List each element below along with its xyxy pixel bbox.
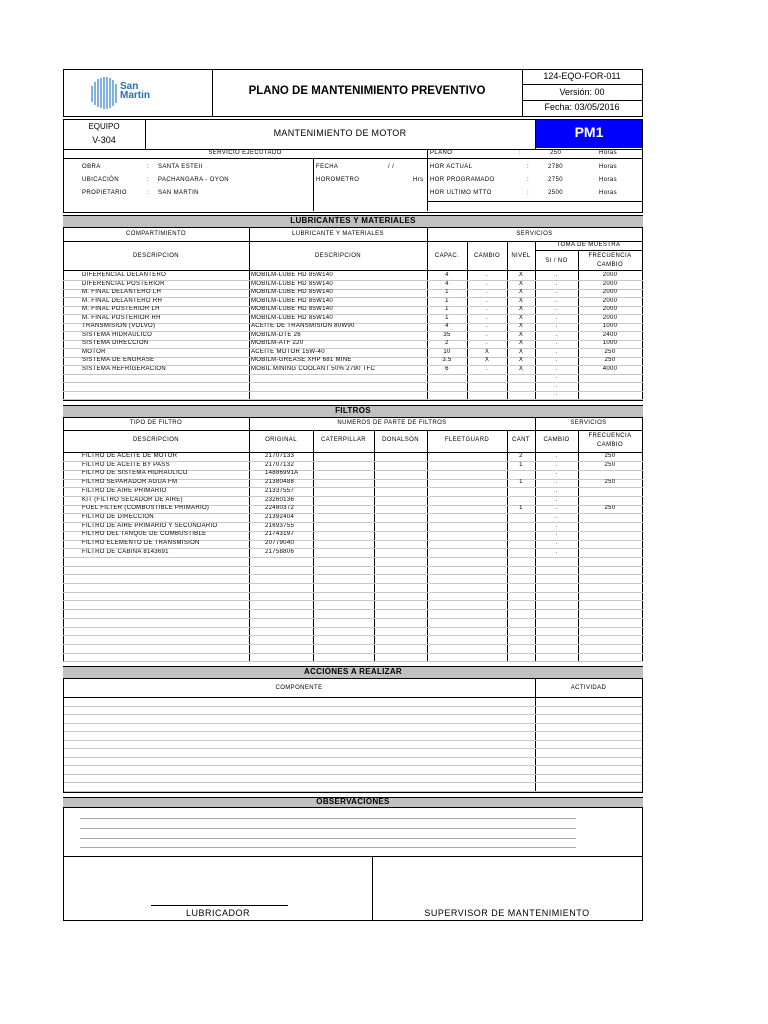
capac-cell: 2 — [445, 340, 449, 346]
row-divider — [64, 774, 642, 775]
nivel-cell: X — [518, 365, 524, 372]
lubricante-cell: MOBILM-DTE 26 — [251, 331, 301, 338]
frecuencia-cell: 2000 — [602, 280, 618, 287]
cambio-cell: . — [486, 331, 488, 338]
lubricante-cell: ACEITE MOTOR 15W-40 — [251, 348, 325, 355]
col-servicios-filtro: SERVICIOS — [570, 420, 607, 426]
cambio-cell: . — [486, 306, 488, 312]
filtro-descripcion-cell: FILTRO DEL TANQUE DE COMBUSTIBLE — [82, 531, 207, 538]
lubricante-cell: MOBILM-LUBE HD 85W140 — [251, 306, 333, 312]
filtro-descripcion-cell: KIT (FILTRO SECADOR DE AIRE) — [82, 496, 183, 503]
nivel-cell: X — [518, 272, 524, 278]
original-cell: 21707132 — [265, 461, 295, 468]
row-divider — [63, 627, 643, 628]
col-actividad: ACTIVIDAD — [570, 685, 607, 691]
si-no-cell: . — [555, 391, 558, 397]
nivel-cell: X — [518, 314, 524, 321]
equipo-label: EQUIPO — [88, 122, 120, 131]
plano-label: PLANO — [430, 150, 453, 156]
col-compartimiento: COMPARTIMIENTO — [126, 231, 186, 237]
col-caterpillar: CATERPILLAR — [321, 437, 366, 443]
row-divider — [64, 791, 642, 792]
cambio-cell: . — [555, 461, 558, 468]
col-tipo-filtro: TIPO DE FILTRO — [129, 420, 183, 426]
filtros-title: FILTROS — [63, 405, 643, 418]
row-divider — [63, 583, 643, 584]
form-version: Versión: 00 — [559, 87, 605, 97]
compartimiento-cell: DIFERENCIAL DELANTERO — [82, 272, 167, 278]
si-no-cell: . — [555, 323, 558, 329]
obra-value: SANTA ESTEII — [158, 164, 203, 170]
col-servicios: SERVICIOS — [516, 231, 553, 237]
colon: : — [147, 164, 150, 170]
col-capac: CAPAC. — [434, 253, 460, 259]
compartimiento-cell: MOTOR — [82, 348, 106, 355]
col-original: ORIGINAL — [265, 437, 297, 443]
frecuencia-cell: 2000 — [602, 289, 618, 295]
cambio-cell: . — [486, 314, 488, 321]
hor-actual-value: 2780 — [548, 164, 563, 170]
colon: : — [527, 177, 530, 183]
frecuencia-cell: 2000 — [602, 306, 618, 312]
col-descripcion-lub: DESCRIPCION — [314, 253, 362, 259]
col-nivel: NIVEL — [511, 253, 531, 259]
horas-unit: Horas — [599, 164, 618, 170]
original-cell: 20779040 — [265, 540, 295, 546]
propietario-label: PROPIETARIO — [82, 190, 127, 196]
original-cell: 21707133 — [265, 453, 295, 459]
frecuencia-cell: 250 — [604, 348, 616, 355]
cambio-cell: . — [555, 505, 558, 512]
row-divider — [63, 592, 643, 593]
row-divider — [64, 748, 642, 749]
capac-cell: 35 — [443, 331, 451, 338]
row-divider — [63, 661, 643, 662]
frecuencia-cell: 2000 — [602, 272, 618, 278]
cambio-cell: . — [486, 365, 488, 372]
colon: : — [527, 164, 530, 170]
original-cell: 21392404 — [265, 513, 295, 520]
compartimiento-cell: TRANSMISION (VOLVO) — [82, 323, 156, 329]
col-componente: COMPONENTE — [275, 685, 323, 691]
lubricante-cell: MOBILM-GREASE XHP 681 MINE — [251, 357, 352, 363]
supervisor-label: SUPERVISOR DE MANTENIMIENTO — [424, 908, 590, 918]
capac-cell: 1 — [445, 306, 449, 312]
filtros-rows — [63, 453, 643, 661]
si-no-cell: . — [555, 314, 558, 321]
capac-cell: 6 — [445, 365, 449, 372]
hor-actual-label: HOR ACTUAL — [430, 164, 473, 170]
colon: : — [519, 150, 522, 156]
col-descripcion: DESCRIPCION — [132, 253, 180, 259]
col-frecuencia-filtro: FRECUENCIA — [588, 433, 632, 439]
si-no-cell: . — [555, 289, 558, 295]
row-divider — [64, 706, 642, 707]
cant-cell: 2 — [519, 453, 523, 459]
nivel-cell: X — [518, 348, 524, 355]
colon: : — [527, 190, 530, 196]
nivel-cell: X — [518, 280, 524, 287]
plano-value: 250 — [550, 150, 562, 156]
lubricantes-rows — [63, 272, 643, 400]
acciones-title: ACCIONES A REALIZAR — [63, 666, 643, 679]
original-cell: 21743197 — [265, 531, 295, 538]
filtro-descripcion-cell: FILTRO ELEMENTO DE TRANSMISION — [82, 540, 200, 546]
row-divider — [63, 635, 643, 636]
nivel-cell: X — [518, 297, 524, 304]
compartimiento-cell: SISTEMA REFRIGERACION — [82, 365, 166, 372]
horas-unit: Horas — [599, 190, 618, 196]
compartimiento-cell: M. FINAL POSTERIOR LH — [82, 306, 160, 312]
si-no-cell: . — [555, 365, 558, 372]
si-no-cell: . — [555, 340, 558, 346]
cant-cell: 1 — [519, 461, 523, 468]
lubricante-cell: ACEITE DE TRANSMISION 80W90 — [251, 323, 355, 329]
nivel-cell: X — [518, 331, 524, 338]
row-divider — [63, 557, 643, 558]
cambio-cell: . — [486, 272, 488, 278]
col-donalson: DONALSON — [382, 437, 419, 443]
compartimiento-cell: M. FINAL DELANTERO RH — [82, 297, 163, 304]
cambio-cell: . — [486, 323, 488, 329]
signature-line-lubricador[interactable] — [151, 905, 288, 906]
capac-cell: 10 — [443, 348, 451, 355]
cambio-cell: . — [555, 522, 558, 529]
frecuencia-cell: 250 — [604, 479, 616, 486]
row-divider — [63, 618, 643, 619]
cambio-cell: . — [486, 280, 488, 287]
observaciones-title: OBSERVACIONES — [63, 797, 643, 808]
cambio-cell: . — [555, 540, 558, 546]
logo-text-martin: Martin — [120, 90, 150, 101]
servicio-ejecutado: SERVICIO EJECUTADO — [208, 150, 282, 156]
hor-programado-label: HOR PROGRAMADO — [430, 177, 495, 183]
original-cell: 21758806 — [265, 548, 295, 555]
cambio-cell: . — [555, 531, 558, 538]
logo-text-san: San — [120, 81, 139, 92]
col-toma-muestra: TOMA DE MUESTRA — [556, 242, 621, 248]
colon: : — [147, 177, 150, 183]
compartimiento-cell: SISTEMA DE ENGRASE — [82, 357, 155, 363]
compartimiento-cell: DIFERENCIAL POSTERIOR — [82, 280, 165, 287]
row-divider — [63, 653, 643, 654]
row-divider — [63, 574, 643, 575]
col-frecuencia-cambio-filtro: CAMBIO — [596, 442, 624, 448]
cant-cell: 1 — [519, 479, 523, 486]
filtro-descripcion-cell: FILTRO DE AIRE PRIMARIO — [82, 487, 167, 494]
cambio-cell: . — [555, 513, 558, 520]
capac-cell: 4 — [445, 280, 449, 287]
lubricante-cell: MOBILM-LUBE HD 85W140 — [251, 314, 333, 321]
row-divider — [63, 399, 643, 400]
cambio-cell: . — [486, 289, 488, 295]
logo-mark-icon — [88, 74, 124, 112]
lubricante-cell: MOBILM-LUBE HD 85W140 — [251, 280, 333, 287]
row-divider — [64, 714, 642, 715]
equipo-value: V-304 — [92, 135, 116, 145]
filtro-descripcion-cell: FILTRO DE ACEITE DE MOTOR — [82, 453, 178, 459]
propietario-value: SAN MARTIN — [158, 190, 199, 196]
si-no-cell: . — [555, 280, 558, 287]
cambio-cell: . — [486, 297, 488, 304]
original-cell: 23260136 — [265, 496, 295, 503]
col-cambio: CAMBIO — [473, 253, 501, 259]
col-cant: CANT — [512, 437, 530, 443]
col-numeros-parte: NUMEROS DE PARTE DE FILTROS — [337, 420, 447, 426]
row-divider — [64, 782, 642, 783]
si-no-cell: . — [555, 297, 558, 304]
frecuencia-cell: 2000 — [602, 314, 618, 321]
filtro-descripcion-cell: FILTRO SEPARADOR AGUA FM — [82, 479, 178, 486]
nivel-cell: X — [518, 289, 524, 295]
original-cell: 21380488 — [265, 479, 295, 486]
row-divider — [63, 644, 643, 645]
si-no-cell: . — [555, 374, 558, 380]
cant-cell: 1 — [519, 505, 523, 512]
observaciones-section — [63, 797, 643, 921]
capac-cell: 3.5 — [442, 357, 452, 363]
capac-cell: 1 — [445, 289, 449, 295]
horas-unit: Horas — [599, 177, 618, 183]
frecuencia-cell: 4000 — [602, 365, 618, 372]
row-divider — [64, 765, 642, 766]
nivel-cell: X — [518, 323, 524, 329]
cambio-cell: X — [484, 348, 490, 355]
ubicacion-value: PACHANGARA - OYON — [158, 177, 230, 183]
form-title: PLANO DE MANTENIMIENTO PREVENTIVO — [248, 85, 486, 97]
si-no-cell: . — [555, 331, 558, 338]
col-fleetguard: FLEETGUARD — [444, 437, 490, 443]
form-date: Fecha: 03/05/2016 — [544, 102, 620, 112]
row-divider — [64, 723, 642, 724]
col-lubricante: LUBRICANTE Y MATERIALES — [292, 231, 384, 237]
frecuencia-cell: 250 — [604, 505, 616, 512]
fecha-label: FECHA — [316, 164, 339, 170]
si-no-cell: . — [555, 348, 558, 355]
cambio-cell: . — [555, 487, 558, 494]
horometro-unit: Hrs — [413, 177, 424, 183]
service-title: MANTENIMIENTO DE MOTOR — [273, 128, 407, 138]
compartimiento-cell: M. FINAL DELANTERO LH — [82, 289, 162, 295]
frecuencia-cell: 2000 — [602, 297, 618, 304]
cambio-cell: . — [555, 479, 558, 486]
horas-unit: Horas — [599, 150, 618, 156]
row-divider — [64, 757, 642, 758]
original-cell: 21337557 — [265, 487, 295, 494]
cambio-cell: . — [486, 340, 488, 346]
capac-cell: 4 — [445, 272, 449, 278]
capac-cell: 1 — [445, 314, 449, 321]
colon: : — [147, 190, 150, 196]
lubricante-cell: MOBILM-LUBE HD 85W140 — [251, 272, 333, 278]
compartimiento-cell: SISTEMA DIRECCION — [82, 340, 149, 346]
capac-cell: 4 — [445, 323, 449, 329]
obra-label: OBRA — [82, 164, 101, 170]
cambio-cell: . — [555, 453, 558, 459]
filtro-descripcion-cell: FILTRO DE CABINA 8143691 — [82, 548, 169, 555]
hor-ultimo-label: HOR ULTIMO MTTO — [430, 190, 492, 196]
original-cell: 22480372 — [265, 505, 295, 512]
row-divider — [64, 731, 642, 732]
si-no-cell: . — [555, 382, 558, 389]
frecuencia-cell: 1000 — [602, 323, 618, 329]
col-frecuencia-cambio: CAMBIO — [596, 262, 624, 268]
col-si-no: SI / NO — [545, 258, 568, 264]
frecuencia-cell: 250 — [604, 357, 616, 363]
ubicacion-label: UBICACIÓN — [82, 177, 119, 183]
si-no-cell: . — [555, 272, 558, 278]
filtro-descripcion-cell: FILTRO DE AIRE PRIMARIO Y SECUNDARIO — [82, 522, 218, 529]
nivel-cell: X — [518, 357, 524, 363]
compartimiento-cell: SISTEMA HIDRAULICO — [82, 331, 153, 338]
col-frecuencia: FRECUENCIA — [588, 253, 632, 259]
frecuencia-cell: 250 — [604, 461, 616, 468]
compartimiento-cell: M. FINAL POSTERIOR RH — [82, 314, 161, 321]
capac-cell: 1 — [445, 297, 449, 304]
row-divider — [63, 609, 643, 610]
lubricante-cell: MOBILM-ATF 220 — [251, 340, 304, 346]
fecha-field[interactable]: / / — [388, 164, 395, 170]
lubricantes-title: LUBRICANTES Y MATERIALES — [63, 215, 643, 228]
cambio-cell: X — [484, 357, 490, 363]
si-no-cell: . — [555, 306, 558, 312]
lubricador-label: LUBRICADOR — [185, 908, 250, 918]
filtro-descripcion-cell: FILTRO DE DIRECCION — [82, 513, 154, 520]
lubricante-cell: MOBILM-LUBE HD 85W140 — [251, 289, 333, 295]
lubricante-cell: MOBILM-LUBE HD 85W140 — [251, 297, 333, 304]
cambio-cell: . — [555, 548, 558, 555]
filtro-descripcion-cell: FUEL FILTER (COMBUSTIBLE PRIMARIO) — [82, 505, 210, 512]
hor-programado-value: 2750 — [548, 177, 563, 183]
nivel-cell: X — [518, 306, 524, 312]
lubricante-cell: MOBIL MINING COOLANT 50% 2790 TFC — [251, 365, 376, 372]
col-cambio-filtro: CAMBIO — [543, 437, 570, 443]
row-divider — [63, 600, 643, 601]
frecuencia-cell: 250 — [604, 453, 616, 459]
form-code: 124-EQO-FOR-011 — [543, 71, 621, 81]
row-divider — [64, 740, 642, 741]
horometro-label: HOROMETRO — [316, 177, 360, 183]
filtro-descripcion-cell: FILTRO DE ACEITE BY PASS — [82, 461, 170, 468]
col-descripcion-filtro: DESCRIPCION — [132, 437, 180, 443]
cambio-cell: . — [555, 470, 558, 477]
frecuencia-cell: 2400 — [602, 331, 618, 338]
si-no-cell: . — [555, 357, 558, 363]
pm-label: PM1 — [574, 124, 604, 140]
cambio-cell: . — [555, 496, 558, 503]
hor-ultimo-value: 2500 — [548, 190, 563, 196]
nivel-cell: X — [518, 340, 524, 346]
row-divider — [63, 566, 643, 567]
filtro-descripcion-cell: FILTRO DE SISTEMA HIDRAULICO — [82, 470, 188, 477]
original-cell: 14886991A — [265, 470, 299, 477]
original-cell: 21693755 — [265, 522, 295, 529]
frecuencia-cell: 1000 — [602, 340, 618, 346]
company-logo — [88, 74, 168, 112]
